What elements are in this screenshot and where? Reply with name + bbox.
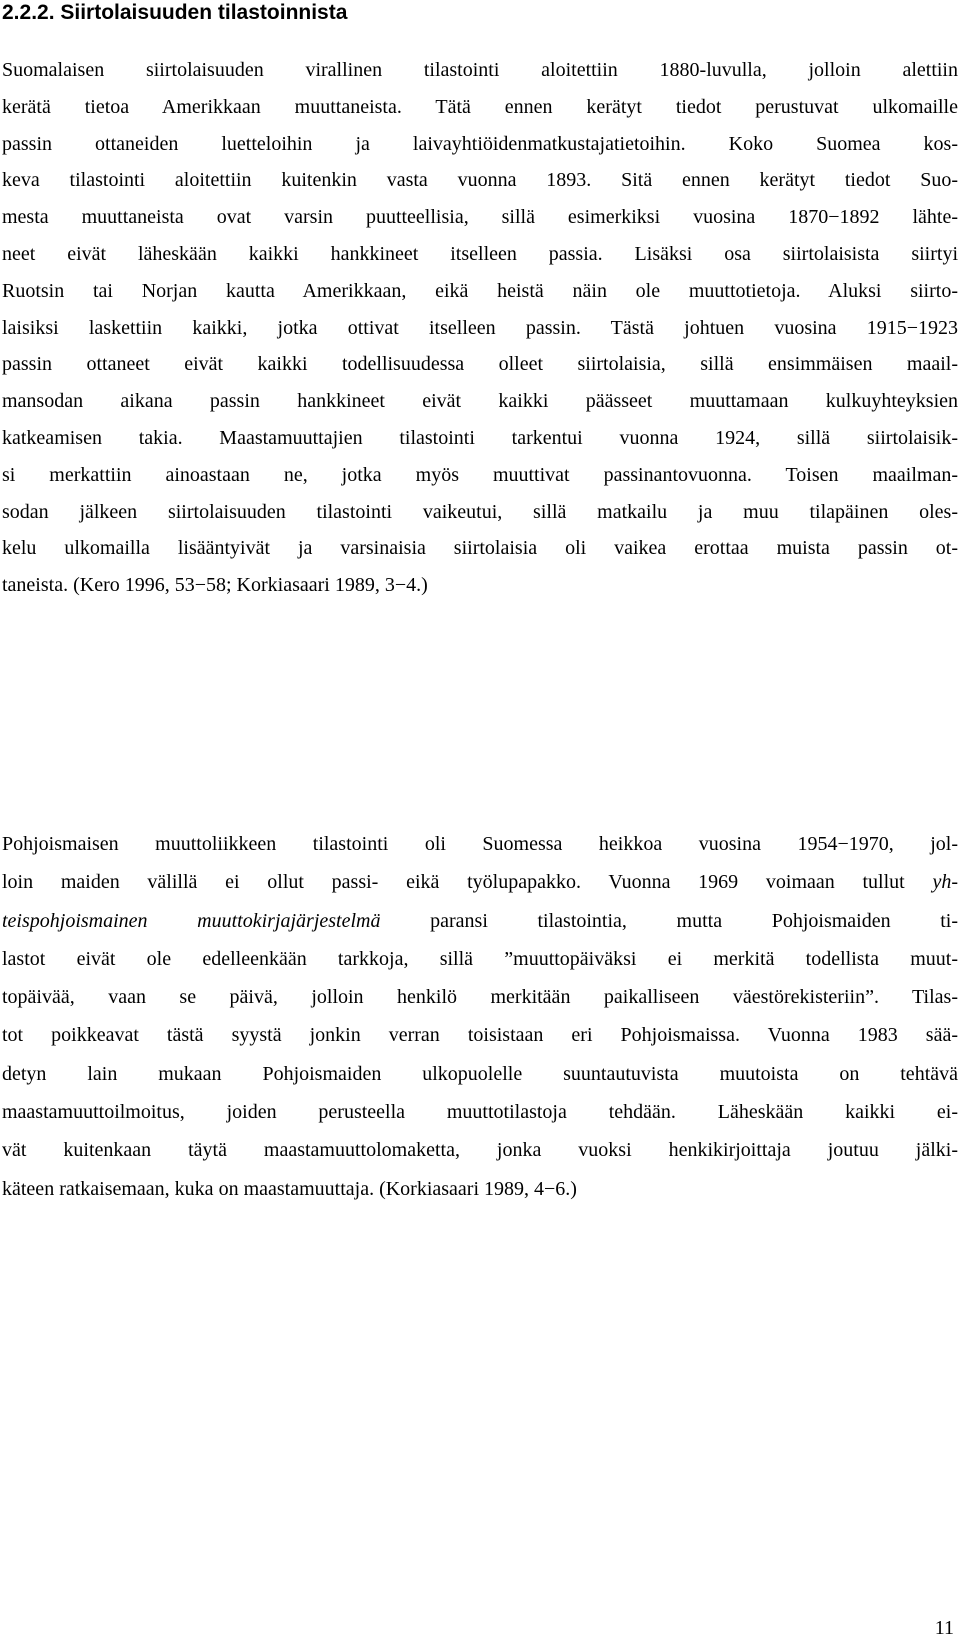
text-line: sodan jälkeen siirtolaisuuden tilastointi vaikeutui, sillä matkailu ja muu tilapäinen oles-: [2, 500, 958, 523]
text-line: si merkattiin ainoastaan ne, jotka myös muuttivat passinantovuonna. Toisen maailman-: [2, 463, 958, 486]
text-line: mesta muuttaneista ovat varsin puutteellisia, sillä esimerkiksi vuosina 1870−1892 lähte-: [2, 206, 958, 229]
italic-term: yh-: [932, 871, 958, 894]
section-heading: 2.2.2. Siirtolaisuuden tilastoinnista: [2, 1, 348, 24]
text-segment: loin maiden välillä ei ollut passi- eikä työlupapakko. Vuonna 1969 voimaan tullut: [2, 871, 933, 894]
text-line: Suomalaisen siirtolaisuuden virallinen tilastointi aloitettiin 1880-luvulla, jolloin alettiin: [2, 59, 958, 81]
text-line: [2, 863, 958, 901]
text-line: kelu ulkomailla lisääntyivät ja varsinaisia siirtolaisia oli vaikea erottaa muista passin ot-: [2, 537, 958, 560]
paragraph-emigration-statistics: [2, 52, 958, 604]
text-line: lastot eivät ole edelleenkään tarkkoja, sillä ”muuttopäiväksi ei merkitä todellista muut-: [2, 947, 958, 970]
text-line: passin ottaneiden luetteloihin ja laivayhtiöidenmatkustajatietoihin. Koko Suomea kos-: [2, 132, 958, 155]
text-line: Pohjoismaisen muuttoliikkeen tilastointi oli Suomessa heikkoa vuosina 1954−1970, jol-: [2, 833, 958, 855]
text-line: detyn lain mukaan Pohjoismaiden ulkopuolelle suuntautuvista muutoista on tehtävä: [2, 1062, 958, 1085]
text-segment: paransi tilastointia, mutta Pohjoismaiden ti-: [380, 909, 958, 932]
text-line: laisiksi laskettiin kaikki, jotka ottivat itselleen passin. Tästä johtuen vuosina 1915−1923: [2, 316, 958, 339]
page-number: 11: [934, 1617, 954, 1639]
text-line: katkeamisen takia. Maastamuuttajien tilastointi tarkentui vuonna 1924, sillä siirtolaisik-: [2, 426, 958, 449]
text-line: [2, 902, 958, 940]
paragraph-nordic-migration: [2, 825, 958, 1208]
text-line: neet eivät läheskään kaikki hankkineet itselleen passia. Lisäksi osa siirtolaisista siirtyi: [2, 242, 958, 265]
text-line: vät kuitenkaan täytä maastamuuttolomaketta, jonka vuoksi henkikirjoittaja joutuu jälki-: [2, 1139, 958, 1162]
text-line: passin ottaneet eivät kaikki todellisuudessa olleet siirtolaisia, sillä ensimmäisen maail-: [2, 353, 958, 376]
italic-term: teispohjoismainen muuttokirjajärjestelmä: [2, 909, 381, 932]
text-line: maastamuuttoilmoitus, joiden perusteella muuttotilastoja tehdään. Läheskään kaikki ei-: [2, 1101, 958, 1124]
text-line: kerätä tietoa Amerikkaan muuttaneista. Tätä ennen kerätyt tiedot perustuvat ulkomaille: [2, 95, 958, 118]
text-line: topäivää, vaan se päivä, jolloin henkilö merkitään paikalliseen väestörekisteriin”. Tilas-: [2, 986, 958, 1009]
text-line: mansodan aikana passin hankkineet eivät kaikki päässeet muuttamaan kulkuyhteyksien: [2, 390, 958, 413]
text-line: taneista. (Kero 1996, 53−58; Korkiasaari 1989, 3−4.): [2, 574, 428, 597]
text-line: Ruotsin tai Norjan kautta Amerikkaan, eikä heistä näin ole muuttotietoja. Aluksi siirto-: [2, 279, 958, 302]
text-line: tot poikkeavat tästä syystä jonkin verran toisistaan eri Pohjoismaissa. Vuonna 1983 sää-: [2, 1024, 958, 1047]
text-line: keva tilastointi aloitettiin kuitenkin vasta vuonna 1893. Sitä ennen kerätyt tiedot Suo-: [2, 169, 958, 192]
text-line: käteen ratkaisemaan, kuka on maastamuuttaja. (Korkiasaari 1989, 4−6.): [2, 1177, 577, 1200]
